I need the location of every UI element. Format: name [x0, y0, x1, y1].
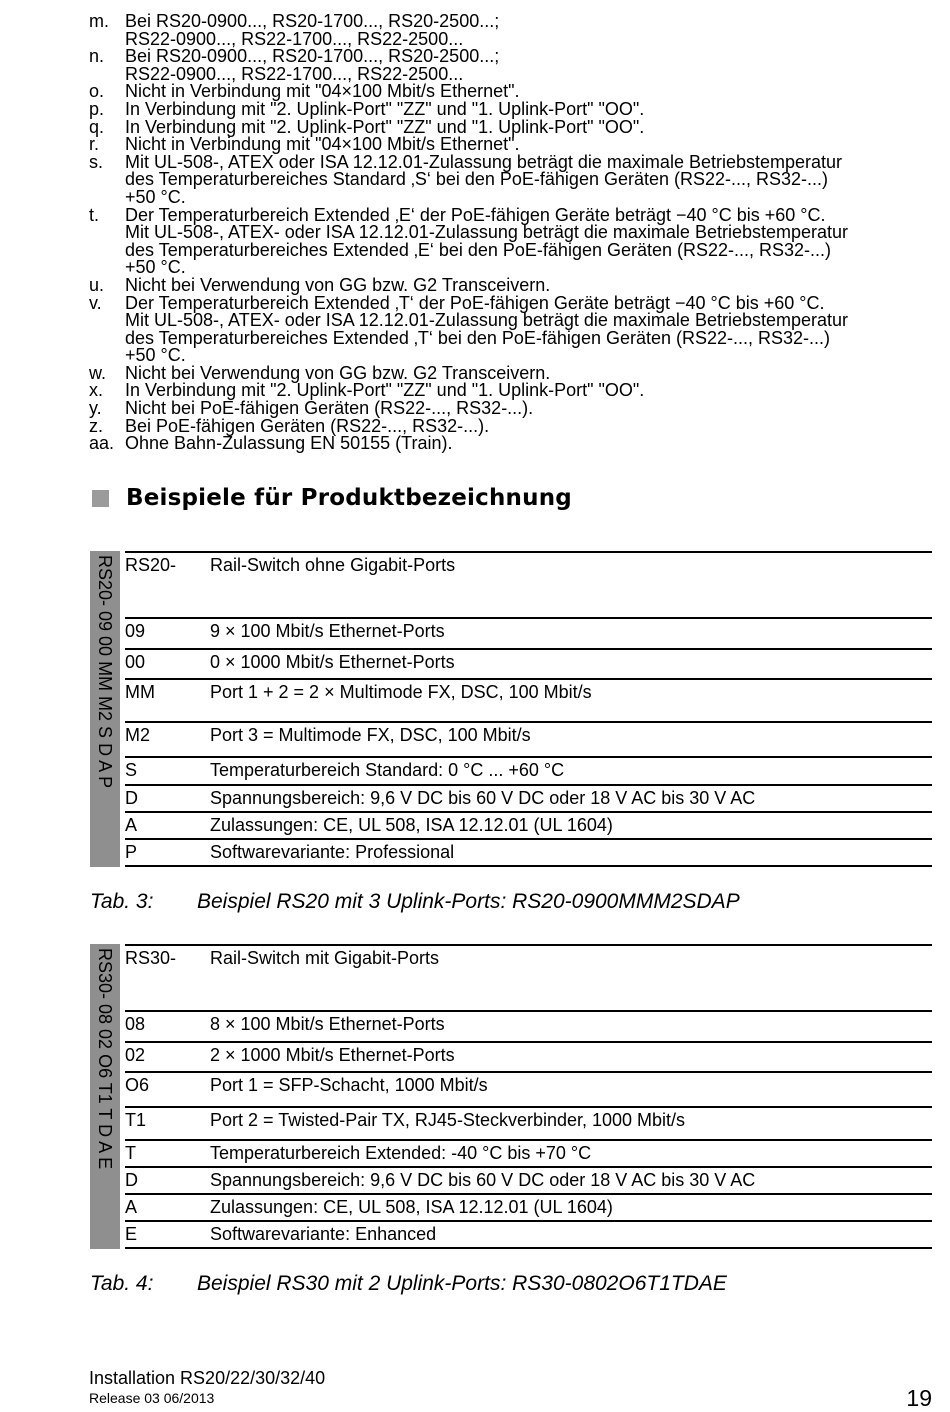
table-row	[125, 838, 932, 862]
row-desc: Softwarevariante: Professional	[210, 842, 455, 862]
row-code: D	[125, 788, 138, 808]
note-label: o.	[89, 81, 105, 102]
row-desc: Temperaturbereich Extended: -40 °C bis +70 °C	[210, 1143, 592, 1163]
row-code: A	[125, 1197, 138, 1217]
note-aa	[89, 435, 934, 453]
table-row	[125, 721, 932, 745]
table-row	[125, 1220, 932, 1244]
note-p	[89, 98, 934, 119]
table-row	[125, 1193, 932, 1217]
row-desc: Port 1 + 2 = 2 × Multimode FX, DSC, 100 Mbit/s	[210, 682, 592, 702]
note-label: w.	[89, 362, 107, 383]
row-desc: Temperaturbereich Standard: 0 °C ... +60 °C	[210, 760, 565, 780]
row-desc: Zulassungen: CE, UL 508, ISA 12.12.01 (UL 1604)	[210, 815, 613, 835]
row-desc: Rail-Switch mit Gigabit-Ports	[210, 948, 440, 968]
row-desc: Port 3 = Multimode FX, DSC, 100 Mbit/s	[210, 725, 531, 745]
note-label: n.	[89, 46, 105, 67]
row-code: 02	[125, 1045, 146, 1065]
product-code-sidebar	[90, 944, 120, 1249]
note-text: In Verbindung mit "2. Uplink-Port" "ZZ" und "1. Uplink-Port" "OO".	[125, 380, 645, 401]
page-number: 19	[906, 1385, 932, 1411]
note-text: Nicht bei Verwendung von GG bzw. G2 Transceivern.	[125, 274, 551, 295]
table-row	[125, 617, 932, 641]
note-label: p.	[89, 98, 105, 119]
note-label: aa.	[89, 433, 115, 454]
product-code-sidebar	[90, 551, 120, 867]
table-row	[125, 1106, 932, 1130]
note-label: q.	[89, 116, 105, 137]
table-bottom-rule	[125, 865, 932, 867]
note-u	[89, 274, 934, 295]
row-code: D	[125, 1170, 138, 1190]
note-v	[89, 292, 934, 366]
note-label: y.	[89, 398, 102, 419]
row-code: MM	[125, 682, 155, 702]
table-caption-3	[90, 890, 740, 914]
product-code-vertical-text: RS30- 08 02 O6 T1 T D A E	[95, 948, 115, 1170]
row-code: S	[125, 760, 138, 780]
note-label: x.	[89, 380, 104, 401]
note-text: Der Temperaturbereich Extended ‚T‘ der PoE-fähigen Geräte beträgt −40 °C bis +60 °C. Mit UL-508-, ATEX- oder ISA 12.12.01-Zulassung beträgt die maximale Betriebstemperatur des Temperaturbereiches Extended ‚T‘ bei den PoE-fähigen Geräten (RS22-..., RS32-...) +50 °C.	[125, 292, 849, 366]
table-row	[125, 551, 932, 575]
note-text: Nicht in Verbindung mit "04×100 Mbit/s Ethernet".	[125, 81, 520, 102]
note-label: v.	[89, 292, 102, 313]
note-m	[89, 13, 934, 48]
note-text: Bei RS20-0900..., RS20-1700..., RS20-2500...; RS22-0900..., RS22-1700..., RS22-2500...	[125, 11, 500, 49]
note-label: r.	[89, 134, 100, 155]
section-heading	[92, 485, 572, 511]
example-table-rs30	[90, 944, 932, 1249]
note-label: m.	[89, 11, 109, 31]
note-s	[89, 151, 934, 207]
table-row	[125, 811, 932, 835]
note-text: Nicht in Verbindung mit "04×100 Mbit/s Ethernet".	[125, 134, 520, 155]
row-code: T1	[125, 1110, 147, 1130]
row-desc: Zulassungen: CE, UL 508, ISA 12.12.01 (UL 1604)	[210, 1197, 613, 1217]
row-code: E	[125, 1224, 138, 1244]
row-desc: Port 2 = Twisted-Pair TX, RJ45-Steckverbinder, 1000 Mbit/s	[210, 1110, 686, 1130]
row-desc: Spannungsbereich: 9,6 V DC bis 60 V DC oder 18 V AC bis 30 V AC	[210, 788, 756, 808]
caption-text: Beispiel RS20 mit 3 Uplink-Ports: RS20-0900MMM2SDAP	[197, 890, 740, 913]
note-text: Bei RS20-0900..., RS20-1700..., RS20-2500...; RS22-0900..., RS22-1700..., RS22-2500...	[125, 46, 500, 84]
note-text: Mit UL-508-, ATEX oder ISA 12.12.01-Zulassung beträgt die maximale Betriebstemperatur des Temperaturbereiches Standard ‚S‘ bei den PoE-fähigen Geräten (RS22-..., RS32-...) +50 °C.	[125, 151, 843, 207]
heading-bullet-square-icon	[92, 490, 109, 507]
table-caption-4	[90, 1272, 727, 1296]
note-text: Bei PoE-fähigen Geräten (RS22-..., RS32-...).	[125, 415, 490, 436]
caption-label: Tab. 3:	[90, 890, 154, 913]
table-row	[125, 784, 932, 808]
row-code: RS30-	[125, 948, 177, 968]
note-label: z.	[89, 415, 104, 436]
caption-label: Tab. 4:	[90, 1272, 154, 1295]
row-desc: Rail-Switch ohne Gigabit-Ports	[210, 555, 456, 575]
row-desc: 8 × 100 Mbit/s Ethernet-Ports	[210, 1014, 445, 1034]
row-code: M2	[125, 725, 151, 745]
caption-text: Beispiel RS30 mit 2 Uplink-Ports: RS30-0802O6T1TDAE	[197, 1272, 727, 1295]
footer-document-title: Installation RS20/22/30/32/40	[89, 1368, 326, 1388]
row-desc: 9 × 100 Mbit/s Ethernet-Ports	[210, 621, 445, 641]
row-desc: 0 × 1000 Mbit/s Ethernet-Ports	[210, 652, 455, 672]
row-code: P	[125, 842, 138, 862]
example-table-rs20	[90, 551, 932, 867]
table-row	[125, 1010, 932, 1034]
table-bottom-rule	[125, 1247, 932, 1249]
row-code: 09	[125, 621, 146, 641]
footnote-list	[89, 13, 934, 453]
note-text: Nicht bei PoE-fähigen Geräten (RS22-..., RS32-...).	[125, 398, 534, 419]
row-code: 00	[125, 652, 146, 672]
table-row	[125, 648, 932, 672]
table-row	[125, 756, 932, 780]
footer-release: Release 03 06/2013	[89, 1390, 215, 1406]
row-desc: 2 × 1000 Mbit/s Ethernet-Ports	[210, 1045, 455, 1065]
note-label: u.	[89, 274, 105, 295]
row-desc: Softwarevariante: Enhanced	[210, 1224, 437, 1244]
note-n	[89, 48, 934, 83]
table-row	[125, 1139, 932, 1163]
table-row	[125, 678, 932, 702]
note-label: t.	[89, 204, 100, 225]
note-label: s.	[89, 151, 104, 172]
product-code-vertical-text: RS20- 09 00 MM M2 S D A P	[95, 555, 115, 789]
note-text: In Verbindung mit "2. Uplink-Port" "ZZ" und "1. Uplink-Port" "OO".	[125, 98, 645, 119]
table-row	[125, 1071, 932, 1095]
note-text: Der Temperaturbereich Extended ‚E‘ der PoE-fähigen Geräte beträgt −40 °C bis +60 °C. Mit UL-508-, ATEX- oder ISA 12.12.01-Zulassung beträgt die maximale Betriebstemperatur des Temperaturbereiches Extended ‚E‘ bei den PoE-fähigen Geräten (RS22-..., RS32-...) +50 °C.	[125, 204, 849, 278]
row-code: O6	[125, 1075, 150, 1095]
note-text: Ohne Bahn-Zulassung EN 50155 (Train).	[125, 433, 453, 454]
table-row	[125, 1041, 932, 1065]
row-code: T	[125, 1143, 136, 1163]
row-code: A	[125, 815, 138, 835]
table-row	[125, 1166, 932, 1190]
row-desc: Port 1 = SFP-Schacht, 1000 Mbit/s	[210, 1075, 488, 1095]
table-row	[125, 944, 932, 968]
note-text: Nicht bei Verwendung von GG bzw. G2 Transceivern.	[125, 362, 551, 383]
note-t	[89, 204, 934, 278]
row-code: 08	[125, 1014, 146, 1034]
row-desc: Spannungsbereich: 9,6 V DC bis 60 V DC oder 18 V AC bis 30 V AC	[210, 1170, 756, 1190]
section-heading-text: Beispiele für Produktbezeichnung	[126, 485, 572, 511]
row-code: RS20-	[125, 555, 177, 575]
note-text: In Verbindung mit "2. Uplink-Port" "ZZ" und "1. Uplink-Port" "OO".	[125, 116, 645, 137]
